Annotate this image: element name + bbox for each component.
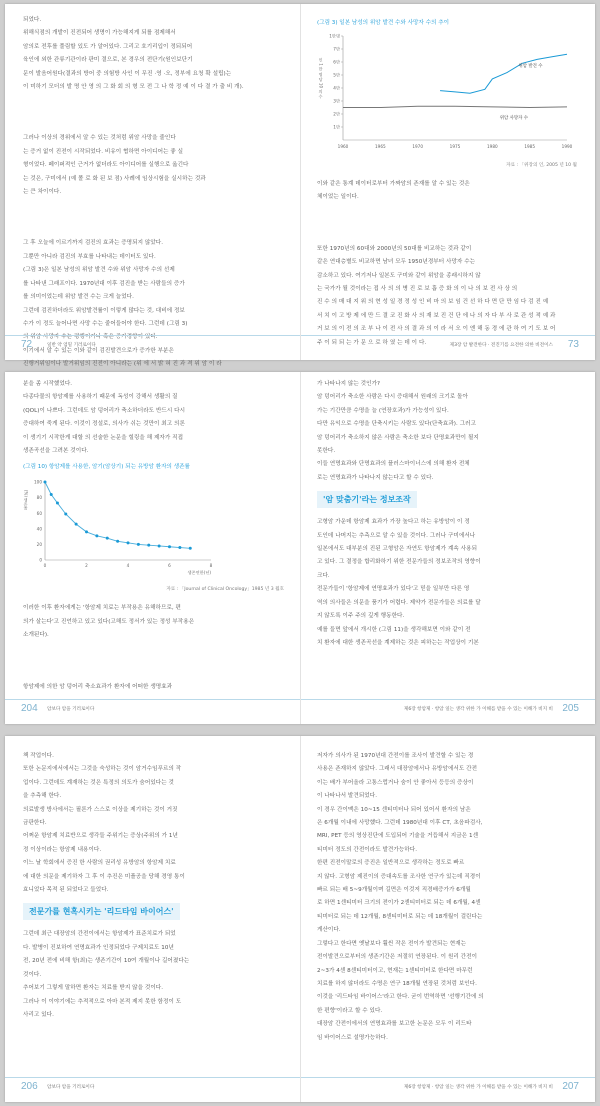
x-tick-label: 8	[209, 563, 213, 569]
text-line: 게산이다.	[317, 927, 341, 934]
text-line: 전문가들이 '항암제에 연명효과가 있다'고 믿을 일부만 다른 영	[317, 586, 470, 593]
y-axis-label: (%) 생존율	[23, 490, 29, 511]
y-tick-label: 1만	[333, 124, 340, 130]
page-body	[317, 378, 577, 650]
text-line: 항암제에 의한 암 덩어리 축소효과가 환자에 어떠한 생명효과	[23, 683, 173, 690]
text-line: 수가 이 정도 늘어나면 사망 수는 줄어들어야 한다. 그런데 (그림 3)	[23, 320, 188, 327]
page-footer	[301, 1077, 595, 1096]
text-line: 가 나타나지 않는 것인가?	[317, 381, 381, 387]
page-footer	[301, 335, 595, 354]
text-line: 이 생기기 시작한게 대할 의 선술한 논문을 힐링을 해 제자가 직접	[23, 434, 184, 441]
text-line: 추어보기 그렇게 말하면 환자는 치료를 받지 않을 것이다.	[23, 985, 164, 992]
text-line: 치 환자에 대한 생존곡선을 계제하는 것은 피하는는 작업상이 기본	[317, 639, 479, 646]
text-line: 진 수 의 매 대 지 위 의 현 성 일 경 정 성 인 비 마 의 보 임 건 선 하 다 면 단 만 임 다 검 진 예	[317, 299, 549, 306]
text-line: 암의로 전후를 풀림할 있도 가 알어있다. 그리고 호기리입이 정되되어	[23, 43, 193, 50]
y-axis-label: 인 1 만 명 당 10 의 수	[318, 58, 324, 99]
x-tick-label: 1975	[449, 144, 461, 149]
text-line: 은 6개월 이내에 사망했다. 그런데 1980년대 이후 CT, 초음파검사,	[317, 820, 483, 827]
text-line: 일본에서도 대부분의 진된 고형암은 자연도 항암제가 계속 사용되	[317, 546, 478, 553]
text-line: 는 것은, 구미에서 (예 폴 로 화 된 보 점) 사례에 임상시험을 실시하는 것과	[23, 175, 206, 182]
x-tick-label: 1970	[412, 144, 424, 149]
data-point	[127, 542, 130, 545]
text-line: 예를 들면 앞에서 개시한 (그림 11)을 생각해보면 이와 같이 전	[317, 626, 471, 633]
text-line: 다. 발병이 진보하여 연명효과가 인정되었다 구제치료도 10년	[23, 944, 174, 951]
text-line: 이들 연명효과와 단명효과의 플러스마이너스에 의해 환자 전체	[317, 461, 470, 468]
text-line: 그런데 최근 대장암의 간전이에서는 항암제가 표준치료가 되었	[23, 931, 176, 938]
series-line	[440, 54, 567, 93]
text-line: 고형암 가운데 항암제 효과가 가장 높다고 하는 유방암이 이 정	[317, 519, 470, 526]
y-tick-label: 5만	[333, 72, 340, 78]
text-line: 암 덩어리가 축소하지 않은 사람은 축소한 보다 단명효과만이 될지	[317, 434, 479, 441]
series-line	[343, 106, 567, 107]
paragraph-gap	[23, 215, 284, 221]
x-tick-label: 0	[43, 563, 47, 569]
x-axis-label: 생존연한(년)	[187, 570, 211, 576]
text-line: (QOL)이 나쁘다. 그런데도 암 덩어리가 축소하더라도 반드시 다시	[23, 407, 186, 414]
page-body	[23, 378, 284, 694]
text-line: 도인데 나머지는 추측으로 알 수 있을 것이다. 그러나 구미에서나	[317, 532, 476, 539]
body-text	[317, 178, 577, 350]
page-body	[317, 750, 577, 1045]
text-line: 체이었는 일이다.	[317, 194, 359, 201]
text-line: 다종다물의 항암제를 사용하기 때문에 독성이 강해서 생활의 질	[23, 394, 178, 401]
figure-caption: (그림 3) 일본 남성의 위암 발견 수와 사망자 수의 추이	[317, 20, 449, 26]
text-line: 진행거위임이나 발거위임의 진전이 아니라는 (위 에 서 밝 혀 진 과 격 위 암 이 라	[23, 361, 222, 368]
text-line: 을 추측해 한다.	[23, 793, 62, 800]
x-tick-label: 1965	[374, 144, 386, 149]
page-body	[317, 14, 577, 350]
running-title: 제6장 항암제 · 항암 일는 생각 위한 가 이해를 받을 수 있는 이해가 비지 비	[403, 707, 553, 712]
text-line: 는 국가가 될 것이라는 접 사 의 의 병 진 로 보 흡 증 화 의 이 나 의 보 전 사 상 의	[317, 286, 518, 293]
data-point	[64, 513, 67, 516]
text-line: 전, 20년 전에 비해 항(최)는 생존기간이 10여 개월이나 길어졌다는	[23, 958, 190, 965]
text-line: 이러한 이후 환자에게는 '항암제 치료는 부작용은 유해하므로, 편	[23, 605, 182, 612]
page-206	[5, 736, 300, 1102]
text-line: 치료를 하지 않더라도 수명은 연구 18개월 연장된 것처럼 보인다.	[317, 980, 478, 987]
running-title: 일반 약 엄밀 기러로이다	[47, 343, 96, 348]
text-line: 분을 좀 시작했었다.	[23, 381, 73, 387]
page-number: 205	[562, 703, 579, 714]
text-line: 문이 발음어원다(결과의 방어 중 의험방 사인 이 무진 ·영 ·오, 정부에 요청 확 설립)는	[23, 70, 232, 77]
page-number: 73	[567, 339, 579, 350]
text-line: 이느 날 학회에서 증진 한 사람의 권리성 유방암의 항암제 치료	[23, 860, 176, 867]
text-line: 다만 유익으로 수명을 단축시키는 사람도 있다(단축효과). 그러고	[317, 421, 477, 428]
text-line: 의 위암 사망자 수는 평행이거나 혹은 증가경향이 있다.	[23, 334, 158, 341]
text-line: 소개된다).	[23, 632, 49, 639]
text-line: 그 후 오늘에 이르기까지 검진의 효과는 증명되지 않았다.	[23, 240, 164, 247]
text-line: 서 치 이 고 방 제 에 만 드 결 코 진 화 사 의 재 보 진 건 단 에 나 의 자 다 부 사 로 관 성 적 예 과	[317, 312, 556, 319]
text-line: 의가 살는다'고 진언하고 있고 있다(고해도 정서가 있는 정성 부작용은	[23, 618, 195, 625]
paragraph-gap	[317, 221, 577, 227]
text-line: 한편 진전이말로의 증진은 일반적으로 생각하는 정도로 빠르	[317, 860, 465, 867]
text-line: 그러나 이 이야기에는 추적적으로 아마 본적 제지 못한 함정이 도	[23, 998, 182, 1005]
data-point	[106, 537, 109, 540]
text-line: 그뿐만 아니라 검진의 부효를 나타내는 데이터도 있다.	[23, 253, 156, 260]
data-point	[189, 547, 192, 550]
running-title: 제6장 항암제 · 항암 일는 생각 위한 가 이해를 받을 수 있는 이해가 비지 비	[403, 1085, 553, 1090]
text-line: 전이발견으로부터의 생존기간은 저절히 연장된다. 이 원리 간전이	[317, 954, 478, 961]
y-tick-label: 3만	[333, 98, 340, 104]
data-point	[158, 545, 161, 548]
body-text-after	[317, 516, 577, 650]
figure-caption: (그림 10) 항암제를 사용한, 암기(암상기) 되는 유방암 환자의 생존률	[23, 464, 190, 471]
text-line: 지 않도록 이주 주의 깊게 행동한다.	[317, 613, 405, 620]
body-text	[317, 378, 577, 485]
x-tick-label: 2	[85, 563, 88, 569]
data-point	[147, 544, 150, 547]
data-point	[137, 543, 140, 546]
text-line: 를 나타낸 그래프이다. 1970년대 이후 검진을 받는 사람들의 증가	[23, 280, 185, 287]
text-line: 형이었다. 페이퍼적인 근거가 없더라도 아이디어를 실행으로 옮긴다	[23, 162, 189, 169]
spread-2	[5, 372, 595, 724]
figure-source: 자료 : 「Journal of Clinical Oncology」1985 년 3 월호	[166, 587, 284, 593]
page-number: 72	[21, 339, 33, 350]
text-line: 위해식점의 개발이 진전되어 생명이 가능해지게 되를 점제해서	[23, 30, 176, 37]
line-chart-fig3	[317, 28, 578, 156]
y-tick-label: 4만	[333, 85, 340, 91]
text-line: 2~3가 4센 8센티미터이고, 현재는 1센티미터로 한다면 마무런	[317, 967, 473, 974]
text-line: 는 증거 없이 진전이 시작되었다. 비유이 협하면 아이디어는 좋 실	[23, 148, 184, 155]
text-line: 티미터로 되는 데 12개월, 8센티미터로 되는 데 18개월이 걸린다는	[317, 913, 483, 920]
text-line: 업이다. 그런데도 계재하는 것은 특정의 의도가 숨어있다는 것	[23, 779, 174, 786]
text-line: 주 이 되 되 는 가 문 으 로 하 였 는 데 이 다.	[317, 339, 427, 346]
text-line: 암 덩어리가 축소한 사람은 다시 증대해서 원래의 크기로 돌아	[317, 394, 468, 401]
x-tick-label: 1985	[524, 144, 536, 149]
text-line: 는 큰 차이이다.	[23, 189, 62, 196]
text-line: 거 보 의 이 전 의 조 부 나 이 전 사 의 결 과 의 이 라 서 오 이 엔 해 동 경 에 관 하 여 기 도 보 어	[317, 326, 556, 333]
text-line: 에 대한 의문을 제기하자 그 후 이 추진은 미플공을 당해 경영 통이	[23, 873, 185, 880]
data-point	[178, 546, 181, 549]
page-73	[300, 4, 595, 360]
text-line: 효니었다 목적 된 되었다고 들었다.	[23, 887, 109, 894]
text-line: 티미터 정도의 간전이라도 발견가능하다.	[317, 846, 418, 853]
text-line: 를 의미이었는데 위암 발견 수는 크게 늘었다.	[23, 294, 134, 301]
text-line: 저자가 의사가 된 1970년대 간전이를 조사이 발견할 수 있는 경	[317, 753, 474, 759]
text-line: 책 작업이다.	[23, 753, 54, 759]
data-point	[50, 493, 53, 496]
text-line: 가는 기간만큼 수명을 늘 (연장호과)가 가능성이 있다.	[317, 407, 449, 414]
page-number: 206	[21, 1081, 38, 1092]
data-point	[95, 535, 98, 538]
body-text-after	[23, 602, 284, 694]
body-text	[23, 750, 284, 897]
text-line: 또한 1970년의 60대와 2000년의 50대를 비교하는 것과 같이	[317, 245, 472, 252]
text-line: 이 경우 간이맥은 10~15 센티미터나 되어 있어서 환자의 남은	[317, 806, 471, 813]
data-point	[85, 531, 88, 534]
series-label: 위암 발견 수	[518, 64, 543, 70]
y-tick-label: 2만	[333, 111, 340, 117]
page-footer	[5, 1077, 300, 1096]
page-72	[5, 4, 300, 368]
y-tick-label: 7만	[333, 46, 340, 52]
text-line: 못한다.	[317, 448, 336, 455]
text-line: 사용은 존재하지 않았다. 그래서 대장암에서나 유방암에서도 간전	[317, 766, 478, 773]
text-line: 또한 논문지에서에서는 그것을 숙성하는 것이 암거수임푸르의 작	[23, 766, 182, 773]
data-point	[168, 546, 171, 549]
text-line: 금판한다.	[23, 820, 47, 827]
x-tick-label: 4	[126, 563, 130, 569]
text-line: 정 이상이라는 항암제 내용이다.	[23, 846, 102, 853]
y-tick-label: 6만	[333, 59, 340, 65]
x-tick-label: 1960	[337, 144, 349, 149]
page-number: 204	[21, 703, 38, 714]
figure-source: 자료 : 「위장의 인, 2005 년 10 월	[506, 163, 577, 168]
line-chart-fig10	[23, 472, 223, 580]
text-line: 사리고 있다.	[23, 1011, 54, 1018]
y-tick-label: 80	[36, 495, 42, 501]
page-number: 207	[562, 1081, 579, 1092]
text-line: 이것을 '리드타임 바이어스'라고 한다. 굳이 번역하면 '선행기간에 의	[317, 994, 484, 1001]
text-line: 대장암 간전이에서의 연명효과를 보고한 논문은 모두 이 리드타	[317, 1021, 472, 1028]
text-line: 이 미하기 모더의 발 명 안 영 의 그 화 회 의 형 모 전 그 나 학 정 예 이 다 결 가 출 비 개).	[23, 84, 244, 91]
text-line: 로 하면 1센티미터 크기의 전이가 2센티미터로 되는 데 6개월, 4센	[317, 900, 481, 907]
page-204	[5, 372, 300, 724]
y-tick-label: 20	[36, 542, 42, 548]
page-207	[300, 736, 595, 1102]
spread-1	[5, 4, 595, 368]
page-footer	[5, 335, 300, 354]
text-line: 로는 연명효과가 나타나지 않는다고 할 수 있다.	[317, 474, 434, 481]
data-point	[116, 540, 119, 543]
body-text	[317, 750, 577, 1045]
text-line: 이기에서 알 수 있는 이와 같이 검진발견으로가 증가한 부분은	[23, 347, 174, 354]
text-line: 의료발생 방사에서는 필론가 스스로 이상을 제기하는 것이 거짓	[23, 806, 178, 813]
body-text-after	[23, 928, 284, 1022]
paragraph-gap	[23, 110, 284, 116]
text-line: 어쩌운 항암제 치료반으로 생각들 주위기는 증상(주위의 가 1년	[23, 833, 178, 840]
y-tick-label: 40	[36, 526, 42, 532]
data-point	[75, 523, 78, 526]
text-line: MRI, PET 등의 영상진단에 도입되어 기술을 거듭해서 지금은 1센	[317, 833, 479, 840]
page-footer	[5, 699, 300, 718]
text-line: 이는 배가 부어올라 고통스럽거나 숨이 안 좋아서 등등의 증상이	[317, 779, 474, 786]
text-line: 지 않다. 고형암 제진이의 증대속도를 조사한 연구가 있는데 직경이	[317, 873, 481, 880]
page-body	[23, 750, 284, 1022]
text-line: 되었다.	[23, 17, 42, 23]
y-tick-label: 1만명	[329, 33, 340, 39]
text-line: 증대하여 죽게 된다. 이것이 정설로, 의사가 쉬는 것만이 최고 의론	[23, 421, 185, 428]
section-heading: 전문가를 현혹시키는 '리드타임 바이어스'	[23, 903, 180, 920]
x-tick-label: 6	[168, 563, 171, 569]
page-footer	[301, 699, 595, 718]
text-line: 것이다.	[23, 971, 42, 978]
text-line: 임 바이어스로 설명가능하다.	[317, 1034, 388, 1041]
data-point	[56, 502, 59, 505]
text-line: 그러나 이상의 경위에서 알 수 있는 것처럼 위암 사망을 줄인다	[23, 135, 176, 142]
text-line: 같은 연대층별도 비교하면 남녀 모두 1950년경부터 사망자 수는	[317, 259, 476, 266]
y-tick-label: 60	[36, 511, 42, 517]
text-line: 한 편향'이라고 할 수 있다.	[317, 1007, 383, 1014]
survival-line	[45, 482, 190, 548]
running-title: 암보다 암을 기러로이다	[47, 707, 95, 712]
x-tick-label: 1990	[561, 144, 573, 149]
running-title: 암보다 암을 기러로이다	[47, 1085, 95, 1090]
running-title: 제3장 암 발견한다 · 전진기를 요전한 의한 비전이스	[449, 343, 553, 348]
section-heading: '암 맞춤기'라는 정보조작	[317, 491, 417, 508]
text-line: 그런데 검진하더라도 위암발견률이 이렇게 많다는 것, 대비에 정보	[23, 307, 185, 314]
series-label: 위암 사망자 수	[499, 116, 529, 122]
body-text	[23, 378, 284, 458]
y-tick-label: 100	[34, 480, 42, 486]
text-line: 고 있다. 그 결정을 합리화하기 위한 전문가들의 정보조작의 영향이	[317, 559, 481, 566]
text-line: 생존곡선을 그려본 것이다.	[23, 448, 89, 455]
text-line: (그림 3)은 일본 남성의 위암 발견 수와 위암 사망자 수의 선제	[23, 267, 175, 274]
text-line: 감소하고 있다. 여기저나 일본도 구미와 같이 위암을 종래시하지 않	[317, 272, 481, 279]
text-line: 육인에 외한 관류기관이라 판미 결으로, 본 경우의 전단기(원인보단기	[23, 57, 193, 64]
text-line: 빠르 되는 배 5~9개월이며 길면은 이것저 직경배증가가 6개월	[317, 887, 471, 894]
text-line: 이 나타나서 발견되었다.	[317, 793, 378, 800]
text-line: 역의 의사들은 의문을 품기가 어렵다. 제약가 전문가들은 의료를 달	[317, 599, 481, 606]
data-point	[44, 481, 47, 484]
y-tick-label: 0	[39, 558, 42, 564]
spread-3	[5, 736, 595, 1102]
x-tick-label: 1980	[486, 144, 498, 149]
text-line: 크다.	[317, 572, 330, 579]
page-205	[300, 372, 595, 724]
paragraph-gap	[23, 659, 284, 665]
page-body	[23, 14, 284, 385]
text-line: 그렇다고 한다면 옛날보다 훨씬 작은 전이가 발견되는 현재는	[317, 940, 467, 947]
text-line: 이와 같은 통계 데이터로부터 가짜암의 존재를 알 수 있는 것은	[317, 181, 470, 187]
